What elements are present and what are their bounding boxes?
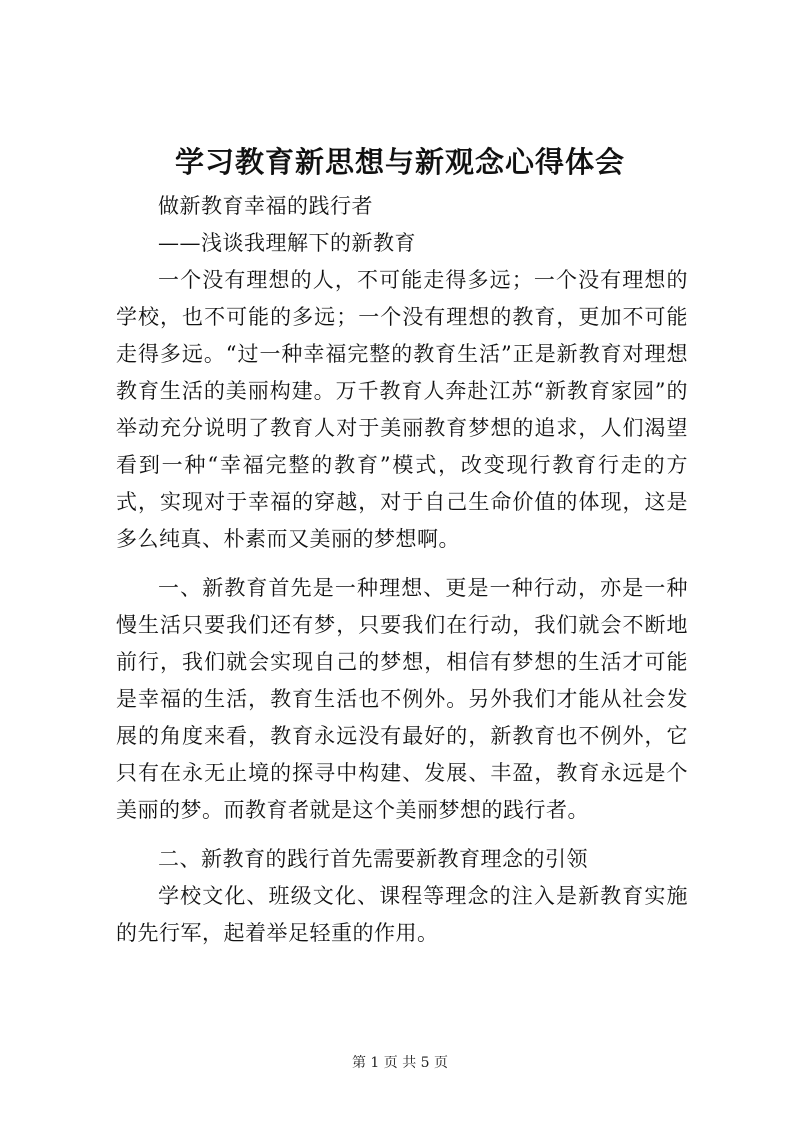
subtitle-line-2: ——浅谈我理解下的新教育 [158,231,416,255]
body-paragraph: 一个没有理想的人，不可能走得多远；一个没有理想的学校，也不可能的多远；一个没有理想的教育，更加不可能走得多远。“过一种幸福完整的教育生活”正是新教育对理想教育生活的美丽构建。万千教育人奔赴江苏“新教育家园”的举动充分说明了教育人对于美丽教育梦想的追求，人们渴望看到一种“幸福完整的教育”模式，改变现行教育行走的方式，实现对于幸福的穿越，对于自己生命价值的体现，这是多么纯真、朴素而又美丽的梦想啊。 [116,268,688,551]
section-heading: 二、新教育的践行首先需要新教育理念的引领 [158,847,588,871]
document-title: 学习教育新思想与新观念心得体会 [174,145,625,179]
body-paragraph: 一、新教育首先是一种理想、更是一种行动，亦是一种慢生活只要我们还有梦，只要我们在行动，我们就会不断地前行，我们就会实现自己的梦想，相信有梦想的生活才可能是幸福的生活，教育生活也不例外。另外我们才能从社会发展的角度来看，教育永远没有最好的，新教育也不例外，它只有在永无止境的探寻中构建、发展、丰盈，教育永远是个美丽的梦。而教育者就是这个美丽梦想的践行者。 [116,576,688,822]
body-paragraph: 学校文化、班级文化、课程等理念的注入是新教育实施的先行军，起着举足轻重的作用。 [116,884,688,945]
document-body [116,188,688,952]
subtitle-line: 做新教育幸福的践行者 [158,194,373,218]
page-number-footer: 第 1 页 共 5 页 [351,1055,449,1071]
